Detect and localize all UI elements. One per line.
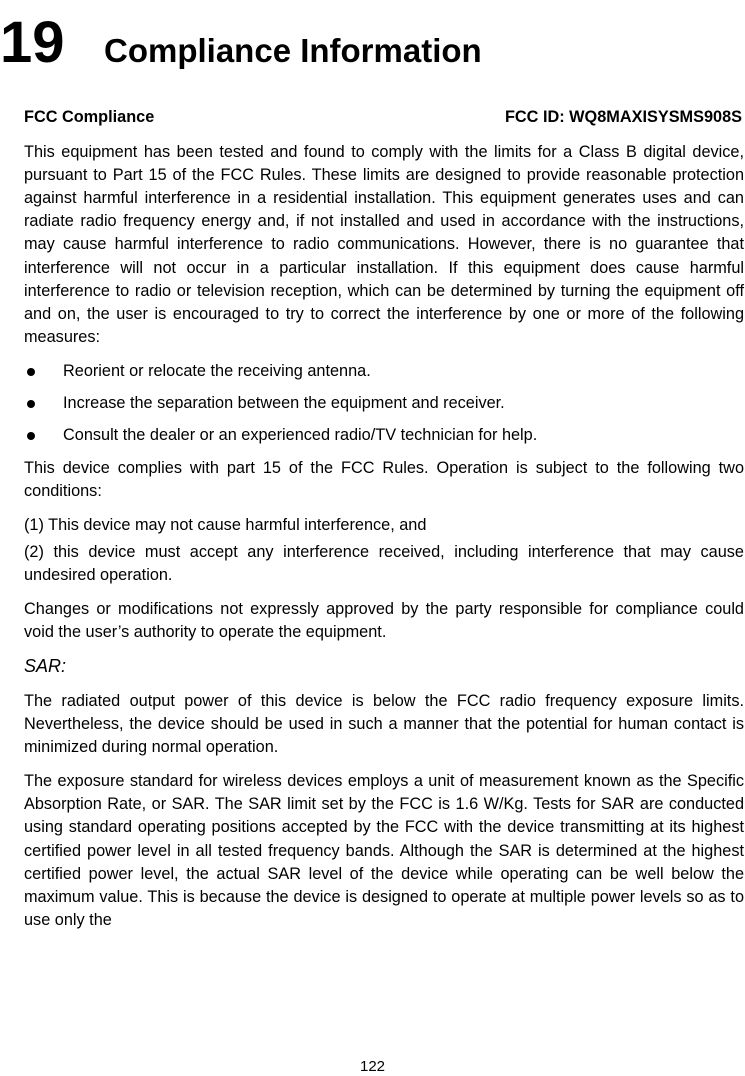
chapter-number: 19	[0, 10, 65, 75]
sar-paragraph-2: The exposure standard for wireless devices employs a unit of measurement known as the Specific Absorption Rate, or SAR. The SAR limit set by the FCC is 1.6 W/Kg. Tests for SAR are conducted using standard operating positions accepted by the FCC with the device transmitting at its highest certified power level in all tested frequency bands. Although the SAR is determined at the highest certified power level, the actual SAR level of the device while operating can be well below the maximum value. This is because the device is designed to operate at multiple power levels so as to use only the	[24, 772, 744, 929]
list-item	[24, 424, 744, 447]
bullet-icon	[27, 400, 35, 408]
condition-2: (2) this device must accept any interference received, including interference that may cause undesired operation.	[24, 542, 744, 584]
list-item-text: Increase the separation between the equipment and receiver.	[63, 394, 505, 413]
changes-warning: Changes or modifications not expressly approved by the party responsible for compliance could void the user’s authority to operate the equipment.	[24, 599, 744, 641]
chapter-title: Compliance Information	[104, 32, 482, 69]
condition-1: (1) This device may not cause harmful interference, and	[24, 516, 427, 535]
list-item	[24, 360, 744, 383]
fcc-heading-row	[24, 106, 744, 129]
bullet-icon	[27, 432, 35, 440]
fcc-id: FCC ID: WQ8MAXISYSMS908S	[504, 108, 742, 126]
bullet-icon	[27, 368, 35, 376]
fcc-compliance-heading: FCC Compliance	[24, 108, 155, 126]
fcc-intro-paragraph: This equipment has been tested and found to comply with the limits for a Class B digital device, pursuant to Part 15 of the FCC Rules. These limits are designed to provide reasonable protection against harmful interference in a residential installation. This equipment generates uses and can radiate radio frequency energy and, if not installed and used in accordance with the instructions, may cause harmful interference to radio communications. However, there is no guarantee that interference will not occur in a particular installation. If this equipment does cause harmful interference to radio or television reception, which can be determined by turning the equipment off and on, the user is encouraged to try to correct the interference by one or more of the following measures:	[24, 143, 744, 346]
chapter-header	[0, 10, 482, 75]
list-item	[24, 392, 744, 415]
list-item-text: Consult the dealer or an experienced radio/TV technician for help.	[63, 426, 538, 445]
list-item-text: Reorient or relocate the receiving antenna.	[63, 361, 371, 380]
measures-list	[24, 360, 744, 447]
page-content	[24, 106, 744, 943]
page-number: 122	[359, 1058, 386, 1075]
part15-statement: This device complies with part 15 of the FCC Rules. Operation is subject to the following two conditions:	[24, 459, 744, 501]
sar-heading: SAR:	[24, 655, 67, 676]
sar-paragraph-1: The radiated output power of this device is below the FCC radio frequency exposure limits. Nevertheless, the device should be used in such a manner that the potential for human contact is minimized during normal operation.	[24, 691, 744, 757]
